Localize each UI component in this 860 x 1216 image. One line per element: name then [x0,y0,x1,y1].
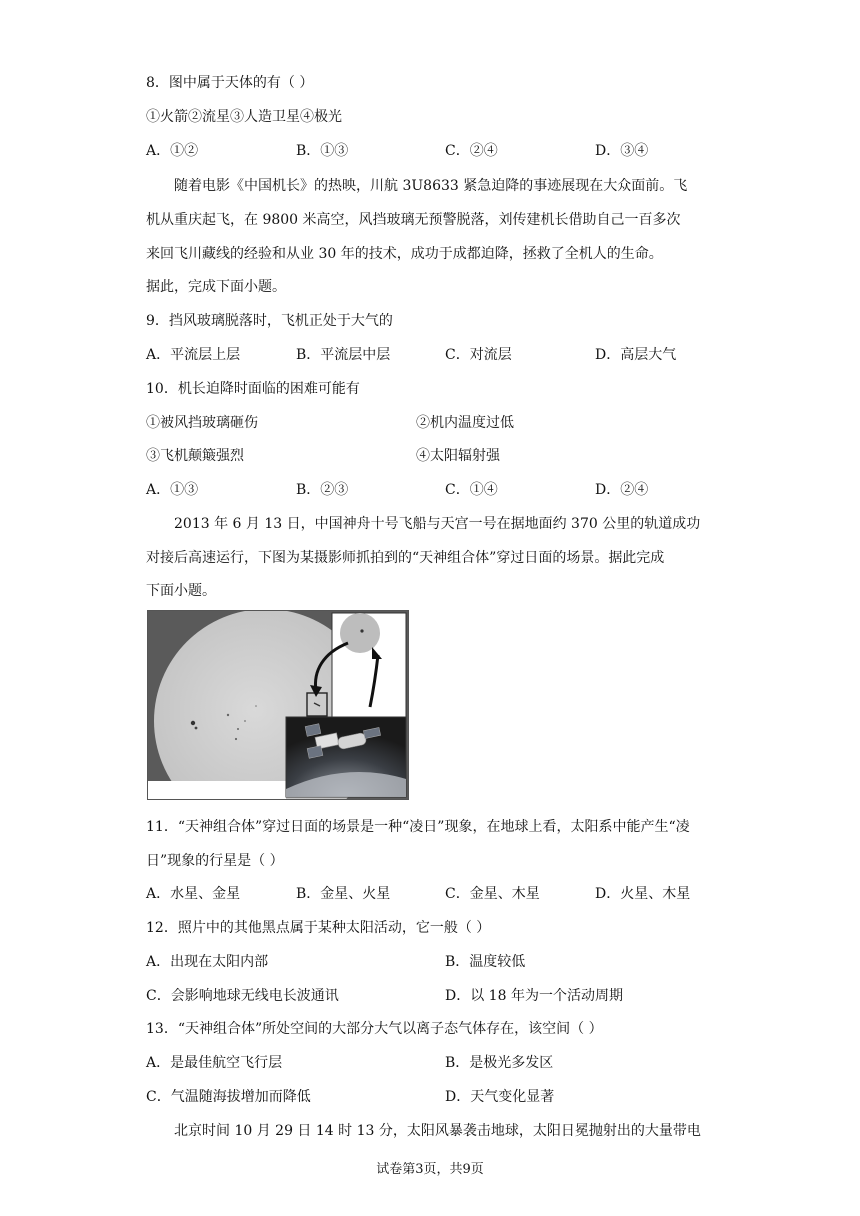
q11-option-a: A．水星、金星 [146,886,241,902]
passage1-line: 机从重庆起飞，在 9800 米高空，风挡玻璃无预警脱落，刘传建机长借助自己一百多次 [146,212,681,228]
q13-option-a: A．是最佳航空飞行层 [146,1055,283,1071]
q11-option-d: D．火星、木星 [595,886,691,902]
q10-option-d: D．②④ [595,482,649,498]
q10-item-3: ③飞机颠簸强烈 [146,448,244,464]
passage1-line: 随着电影《中国机长》的热映，川航 3U8633 紧急迫降的事迹展现在大众面前。飞 [174,178,688,194]
sunspot [237,728,239,730]
q8-items: ①火箭②流星③人造卫星④极光 [146,109,342,125]
passage3-line: 北京时间 10 月 29 日 14 时 13 分，太阳风暴袭击地球，太阳日冕抛射出的大量带电 [174,1123,701,1139]
sunspot [255,705,257,707]
q8-option-d: D．③④ [595,143,649,159]
q12-option-b: B．温度较低 [445,954,526,970]
q13-stem: 13．“天神组合体”所处空间的大部分大气以离子态气体存在，该空间（ ） [146,1021,603,1037]
sunspot [244,720,246,722]
passage1-line: 据此，完成下面小题。 [146,279,286,295]
passage2-line: 下面小题。 [146,583,216,599]
q13-option-b: B．是极光多发区 [445,1055,554,1071]
q9-option-a: A．平流层上层 [146,347,241,363]
q11-option-c: C．金星、木星 [445,886,540,902]
passage2-line: 2013 年 6 月 13 日，中国神舟十号飞船与天宫一号在据地面约 370 公里的轨道成功 [174,516,701,532]
q12-stem: 12．照片中的其他黑点属于某种太阳活动，它一般（ ） [146,920,491,936]
passage1-line: 来回飞川藏线的经验和从业 30 年的技术，成功于成都迫降，拯救了全机人的生命。 [146,246,663,262]
page-footer: 试卷第3页，共9页 [376,1162,484,1177]
q11-stem-line: 日”现象的行星是（ ） [146,853,284,869]
bottom-strip [148,781,286,799]
sun-transit-figure [147,610,409,800]
q13-option-d: D．天气变化显著 [445,1089,555,1105]
small-transit-dot [360,629,363,632]
q10-item-1: ①被风挡玻璃砸伤 [146,415,258,431]
q10-option-c: C．①④ [445,482,498,498]
q9-stem: 9．挡风玻璃脱落时，飞机正处于大气的 [146,313,393,329]
q9-option-c: C．对流层 [445,347,512,363]
q9-option-d: D．高层大气 [595,347,677,363]
q10-stem: 10．机长迫降时面临的困难可能有 [146,381,360,397]
q11-stem-line: 11．“天神组合体”穿过日面的场景是一种“凌日”现象，在地球上看，太阳系中能产生“凌 [146,819,690,835]
sunspot [191,721,195,725]
q11-option-b: B．金星、火星 [296,886,391,902]
sunspot [235,738,237,740]
sunspot [195,727,198,730]
q10-item-4: ④太阳辐射强 [416,448,500,464]
q8-option-c: C．②④ [445,143,498,159]
small-sun-disk [340,613,380,653]
q9-option-b: B．平流层中层 [296,347,391,363]
q10-option-a: A．①③ [146,482,199,498]
sunspot [227,714,229,716]
sun-transit-illustration [148,611,408,799]
passage2-line: 对接后高速运行，下图为某摄影师抓拍到的“天神组合体”穿过日面的场景。据此完成 [146,550,665,566]
q12-option-c: C．会影响地球无线电长波通讯 [146,988,339,1004]
q8-stem: 8．图中属于天体的有（ ） [146,75,314,91]
q10-option-b: B．②③ [296,482,349,498]
q12-option-d: D．以 18 年为一个活动周期 [445,988,623,1004]
q8-option-a: A．①② [146,143,199,159]
q13-option-c: C．气温随海拔增加而降低 [146,1089,311,1105]
q12-option-a: A．出现在太阳内部 [146,954,269,970]
q8-option-b: B．①③ [296,143,349,159]
q10-item-2: ②机内温度过低 [416,415,514,431]
